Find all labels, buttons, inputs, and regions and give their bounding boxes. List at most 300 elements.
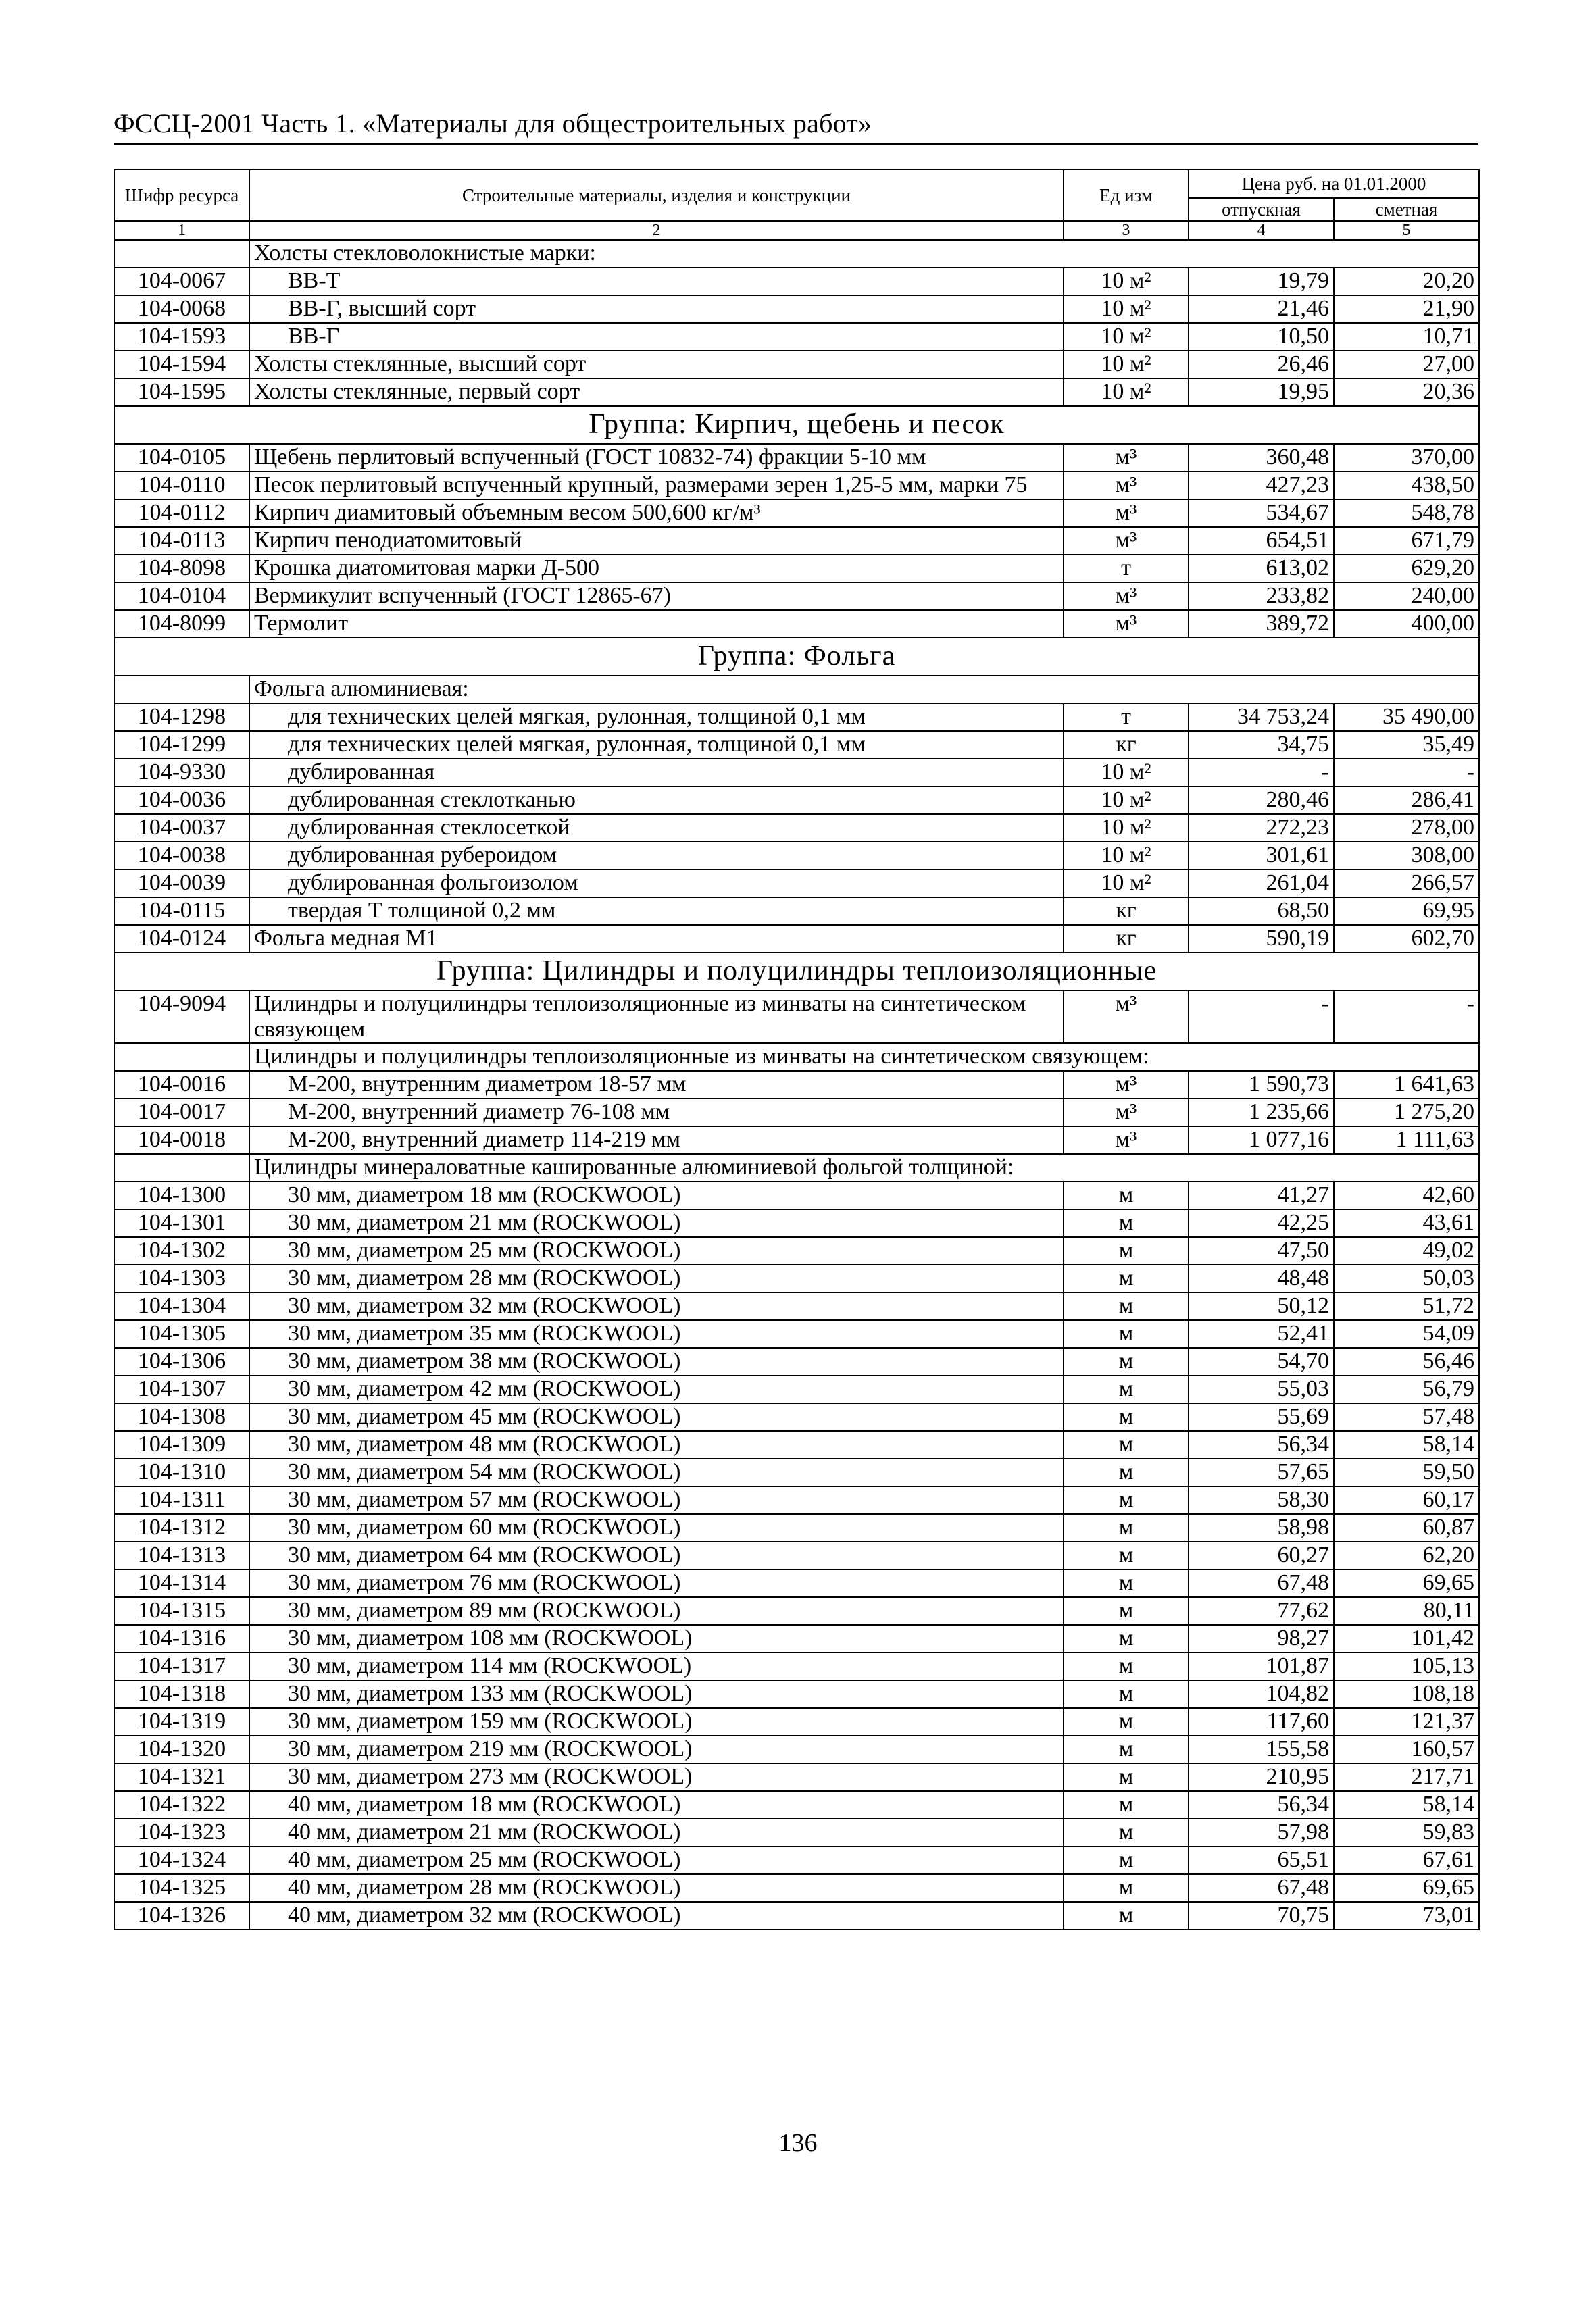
estimate-price: 121,37 [1334,1708,1479,1736]
resource-code: 104-0039 [114,870,249,897]
table-row [114,1514,1479,1542]
resource-code: 104-9094 [114,990,249,1043]
estimate-price: 60,17 [1334,1486,1479,1514]
resource-code: 104-1305 [114,1320,249,1348]
material-name: дублированная стеклосеткой [249,814,1064,842]
release-price: 1 077,16 [1189,1126,1334,1154]
estimate-price: 67,61 [1334,1846,1479,1874]
unit-of-measure: кг [1064,731,1189,759]
subheading-spacer [114,240,249,268]
estimate-price: 20,20 [1334,268,1479,295]
estimate-price: 671,79 [1334,527,1479,555]
release-price: - [1189,990,1334,1043]
resource-code: 104-1308 [114,1403,249,1431]
col-header-name: Строительные материалы, изделия и конструкции [249,170,1064,221]
material-name: твердая Т толщиной 0,2 мм [249,897,1064,925]
table-row [114,1126,1479,1154]
resource-code: 104-1304 [114,1292,249,1320]
estimate-price: 57,48 [1334,1403,1479,1431]
table-row [114,1265,1479,1292]
table-row [114,323,1479,351]
resource-code: 104-1311 [114,1486,249,1514]
unit-of-measure: м [1064,1736,1189,1763]
unit-of-measure: кг [1064,897,1189,925]
estimate-price: 629,20 [1334,555,1479,582]
release-price: 301,61 [1189,842,1334,870]
unit-of-measure: м³ [1064,1099,1189,1126]
unit-of-measure: м [1064,1569,1189,1597]
material-name: Кирпич пенодиатомитовый [249,527,1064,555]
material-name: дублированная [249,759,1064,786]
unit-of-measure: м [1064,1486,1189,1514]
estimate-price: 69,65 [1334,1874,1479,1902]
material-name: 30 мм, диаметром 273 мм (ROCKWOOL) [249,1763,1064,1791]
estimate-price: 278,00 [1334,814,1479,842]
resource-code: 104-1300 [114,1182,249,1209]
release-price: 57,65 [1189,1459,1334,1486]
release-price: 68,50 [1189,897,1334,925]
estimate-price: 108,18 [1334,1680,1479,1708]
unit-of-measure: м [1064,1597,1189,1625]
unit-of-measure: т [1064,555,1189,582]
release-price: 155,58 [1189,1736,1334,1763]
release-price: 21,46 [1189,295,1334,323]
unit-of-measure: м [1064,1431,1189,1459]
release-price: 10,50 [1189,323,1334,351]
release-price: 261,04 [1189,870,1334,897]
resource-code: 104-1325 [114,1874,249,1902]
table-row [114,1874,1479,1902]
resource-code: 104-1593 [114,323,249,351]
estimate-price: 266,57 [1334,870,1479,897]
table-row [114,1569,1479,1597]
material-name: ВВ-Г [249,323,1064,351]
material-name: 30 мм, диаметром 25 мм (ROCKWOOL) [249,1237,1064,1265]
resource-code: 104-1307 [114,1376,249,1403]
material-name: 30 мм, диаметром 219 мм (ROCKWOOL) [249,1736,1064,1763]
column-number: 1 [114,221,249,240]
material-name: 30 мм, диаметром 133 мм (ROCKWOOL) [249,1680,1064,1708]
release-price: 98,27 [1189,1625,1334,1653]
estimate-price: 35 490,00 [1334,703,1479,731]
release-price: 1 235,66 [1189,1099,1334,1126]
unit-of-measure: 10 м² [1064,842,1189,870]
table-row [114,444,1479,472]
subheading-spacer [114,1154,249,1182]
group-heading-row [114,638,1479,676]
release-price: 613,02 [1189,555,1334,582]
unit-of-measure: м³ [1064,990,1189,1043]
release-price: 60,27 [1189,1542,1334,1569]
unit-of-measure: м [1064,1209,1189,1237]
release-price: 34,75 [1189,731,1334,759]
estimate-price: 240,00 [1334,582,1479,610]
material-name: 30 мм, диаметром 18 мм (ROCKWOOL) [249,1182,1064,1209]
unit-of-measure: 10 м² [1064,268,1189,295]
estimate-price: 54,09 [1334,1320,1479,1348]
resource-code: 104-0036 [114,786,249,814]
estimate-price: 27,00 [1334,351,1479,378]
estimate-price: 80,11 [1334,1597,1479,1625]
release-price: 55,69 [1189,1403,1334,1431]
table-row [114,1459,1479,1486]
unit-of-measure: м [1064,1376,1189,1403]
estimate-price: 1 111,63 [1334,1126,1479,1154]
material-name: Термолит [249,610,1064,638]
material-name: для технических целей мягкая, рулонная, толщиной 0,1 мм [249,731,1064,759]
release-price: 534,67 [1189,499,1334,527]
unit-of-measure: м³ [1064,472,1189,499]
unit-of-measure: м³ [1064,610,1189,638]
release-price: 360,48 [1189,444,1334,472]
group-heading-row [114,953,1479,990]
estimate-price: 58,14 [1334,1431,1479,1459]
group-heading-row [114,406,1479,444]
unit-of-measure: м [1064,1182,1189,1209]
estimate-price: 62,20 [1334,1542,1479,1569]
subheading-spacer [114,676,249,703]
release-price: 101,87 [1189,1653,1334,1680]
table-row [114,378,1479,406]
resource-code: 104-0067 [114,268,249,295]
resource-code: 104-1298 [114,703,249,731]
release-price: 77,62 [1189,1597,1334,1625]
col-header-unit: Ед изм [1064,170,1189,221]
release-price: 427,23 [1189,472,1334,499]
subheading-row [114,1154,1479,1182]
estimate-price: 438,50 [1334,472,1479,499]
material-name: 30 мм, диаметром 28 мм (ROCKWOOL) [249,1265,1064,1292]
estimate-price: 51,72 [1334,1292,1479,1320]
resource-code: 104-1595 [114,378,249,406]
release-price: 67,48 [1189,1569,1334,1597]
resource-code: 104-1321 [114,1763,249,1791]
unit-of-measure: м³ [1064,1126,1189,1154]
unit-of-measure: 10 м² [1064,870,1189,897]
release-price: 65,51 [1189,1846,1334,1874]
table-row [114,295,1479,323]
column-number: 2 [249,221,1064,240]
page-header: ФССЦ-2001 Часть 1. «Материалы для общестроительных работ» [114,107,1478,145]
release-price: 654,51 [1189,527,1334,555]
release-price: 42,25 [1189,1209,1334,1237]
subheading-text: Цилиндры и полуцилиндры теплоизоляционные из минваты на синтетическом связующем: [249,1043,1479,1071]
unit-of-measure: м [1064,1708,1189,1736]
table-row [114,1763,1479,1791]
resource-code: 104-0115 [114,897,249,925]
resource-code: 104-9330 [114,759,249,786]
material-name: Вермикулит вспученный (ГОСТ 12865-67) [249,582,1064,610]
estimate-price: 160,57 [1334,1736,1479,1763]
material-name: 30 мм, диаметром 21 мм (ROCKWOOL) [249,1209,1064,1237]
table-row [114,1348,1479,1376]
material-name: для технических целей мягкая, рулонная, толщиной 0,1 мм [249,703,1064,731]
estimate-price: 35,49 [1334,731,1479,759]
unit-of-measure: м [1064,1846,1189,1874]
resource-code: 104-1312 [114,1514,249,1542]
resource-code: 104-1303 [114,1265,249,1292]
unit-of-measure: м³ [1064,1071,1189,1099]
table-row [114,1791,1479,1819]
resource-code: 104-1316 [114,1625,249,1653]
table-row [114,1237,1479,1265]
resource-code: 104-0113 [114,527,249,555]
table-row [114,731,1479,759]
table-row [114,351,1479,378]
unit-of-measure: м [1064,1292,1189,1320]
unit-of-measure: т [1064,703,1189,731]
estimate-price: 217,71 [1334,1763,1479,1791]
material-name: Песок перлитовый вспученный крупный, размерами зерен 1,25-5 мм, марки 75 [249,472,1064,499]
unit-of-measure: м³ [1064,499,1189,527]
unit-of-measure: 10 м² [1064,323,1189,351]
table-row [114,527,1479,555]
unit-of-measure: м [1064,1542,1189,1569]
release-price: 67,48 [1189,1874,1334,1902]
materials-price-table [114,169,1480,1930]
table-row [114,1182,1479,1209]
release-price: 272,23 [1189,814,1334,842]
material-name: 30 мм, диаметром 38 мм (ROCKWOOL) [249,1348,1064,1376]
release-price: - [1189,759,1334,786]
estimate-price: 20,36 [1334,378,1479,406]
resource-code: 104-1302 [114,1237,249,1265]
material-name: ВВ-Т [249,268,1064,295]
subheading-text: Цилиндры минераловатные кашированные алюминиевой фольгой толщиной: [249,1154,1479,1182]
material-name: 30 мм, диаметром 42 мм (ROCKWOOL) [249,1376,1064,1403]
resource-code: 104-1323 [114,1819,249,1846]
estimate-price: 21,90 [1334,295,1479,323]
resource-code: 104-1306 [114,1348,249,1376]
resource-code: 104-1322 [114,1791,249,1819]
material-name: дублированная фольгоизолом [249,870,1064,897]
table-row [114,472,1479,499]
table-row [114,268,1479,295]
unit-of-measure: м [1064,1874,1189,1902]
material-name: 30 мм, диаметром 159 мм (ROCKWOOL) [249,1708,1064,1736]
column-numbers-row [114,221,1479,240]
estimate-price: 370,00 [1334,444,1479,472]
unit-of-measure: кг [1064,925,1189,953]
table-row [114,582,1479,610]
release-price: 50,12 [1189,1292,1334,1320]
material-name: Кирпич диамитовый объемным весом 500,600 кг/м³ [249,499,1064,527]
estimate-price: 1 641,63 [1334,1071,1479,1099]
table-row [114,870,1479,897]
col-header-estimate-price: сметная [1334,198,1479,221]
material-name: 30 мм, диаметром 48 мм (ROCKWOOL) [249,1431,1064,1459]
unit-of-measure: 10 м² [1064,759,1189,786]
release-price: 58,30 [1189,1486,1334,1514]
unit-of-measure: м [1064,1763,1189,1791]
table-row [114,814,1479,842]
estimate-price: 1 275,20 [1334,1099,1479,1126]
unit-of-measure: м³ [1064,527,1189,555]
estimate-price: 308,00 [1334,842,1479,870]
page-number: 136 [778,2129,818,2157]
subheading-text: Фольга алюминиевая: [249,676,1479,703]
table-row [114,1403,1479,1431]
estimate-price: 286,41 [1334,786,1479,814]
resource-code: 104-0124 [114,925,249,953]
release-price: 57,98 [1189,1819,1334,1846]
resource-code: 104-1594 [114,351,249,378]
table-header [114,170,1479,240]
resource-code: 104-0017 [114,1099,249,1126]
table-row [114,499,1479,527]
material-name: 30 мм, диаметром 45 мм (ROCKWOOL) [249,1403,1064,1431]
material-name: Фольга медная М1 [249,925,1064,953]
resource-code: 104-8098 [114,555,249,582]
col-header-release-price: отпускная [1189,198,1334,221]
table-body [114,240,1479,1930]
resource-code: 104-0104 [114,582,249,610]
resource-code: 104-0038 [114,842,249,870]
table-row [114,1376,1479,1403]
table-row [114,1320,1479,1348]
material-name: Цилиндры и полуцилиндры теплоизоляционные из минваты на синтетическом связующем [249,990,1064,1043]
resource-code: 104-0016 [114,1071,249,1099]
table-row [114,1846,1479,1874]
unit-of-measure: м [1064,1348,1189,1376]
release-price: 55,03 [1189,1376,1334,1403]
material-name: 30 мм, диаметром 54 мм (ROCKWOOL) [249,1459,1064,1486]
material-name: дублированная рубероидом [249,842,1064,870]
table-row [114,925,1479,953]
release-price: 210,95 [1189,1763,1334,1791]
material-name: 40 мм, диаметром 28 мм (ROCKWOOL) [249,1874,1064,1902]
resource-code: 104-1313 [114,1542,249,1569]
release-price: 104,82 [1189,1680,1334,1708]
material-name: 40 мм, диаметром 21 мм (ROCKWOOL) [249,1819,1064,1846]
resource-code: 104-8099 [114,610,249,638]
table-row [114,1902,1479,1930]
release-price: 70,75 [1189,1902,1334,1930]
release-price: 19,79 [1189,268,1334,295]
resource-code: 104-1324 [114,1846,249,1874]
unit-of-measure: м [1064,1819,1189,1846]
release-price: 280,46 [1189,786,1334,814]
material-name: Холсты стеклянные, высший сорт [249,351,1064,378]
resource-code: 104-0018 [114,1126,249,1154]
subheading-text: Холсты стекловолокнистые марки: [249,240,1479,268]
table-row [114,1819,1479,1846]
table-row [114,759,1479,786]
unit-of-measure: м [1064,1320,1189,1348]
subheading-row [114,1043,1479,1071]
resource-code: 104-0110 [114,472,249,499]
material-name: 30 мм, диаметром 89 мм (ROCKWOOL) [249,1597,1064,1625]
unit-of-measure: 10 м² [1064,378,1189,406]
col-header-code: Шифр ресурса [114,170,249,221]
subheading-row [114,676,1479,703]
table-row [114,1542,1479,1569]
unit-of-measure: м³ [1064,444,1189,472]
column-number: 4 [1189,221,1334,240]
table-row [114,1071,1479,1099]
estimate-price: - [1334,990,1479,1043]
release-price: 48,48 [1189,1265,1334,1292]
material-name: 30 мм, диаметром 76 мм (ROCKWOOL) [249,1569,1064,1597]
table-row [114,1736,1479,1763]
estimate-price: 10,71 [1334,323,1479,351]
unit-of-measure: 10 м² [1064,786,1189,814]
release-price: 233,82 [1189,582,1334,610]
estimate-price: 43,61 [1334,1209,1479,1237]
table-row [114,842,1479,870]
estimate-price: 56,79 [1334,1376,1479,1403]
resource-code: 104-1315 [114,1597,249,1625]
resource-code: 104-1319 [114,1708,249,1736]
unit-of-measure: м [1064,1514,1189,1542]
estimate-price: 60,87 [1334,1514,1479,1542]
column-number: 5 [1334,221,1479,240]
subheading-row [114,240,1479,268]
material-name: 30 мм, диаметром 57 мм (ROCKWOOL) [249,1486,1064,1514]
material-name: Крошка диатомитовая марки Д-500 [249,555,1064,582]
table-row [114,1431,1479,1459]
resource-code: 104-1318 [114,1680,249,1708]
material-name: дублированная стеклотканью [249,786,1064,814]
estimate-price: 49,02 [1334,1237,1479,1265]
unit-of-measure: м [1064,1237,1189,1265]
unit-of-measure: 10 м² [1064,295,1189,323]
release-price: 1 590,73 [1189,1071,1334,1099]
release-price: 19,95 [1189,378,1334,406]
unit-of-measure: 10 м² [1064,351,1189,378]
unit-of-measure: 10 м² [1064,814,1189,842]
estimate-price: 69,65 [1334,1569,1479,1597]
resource-code: 104-1309 [114,1431,249,1459]
material-name: М-200, внутренний диаметр 76-108 мм [249,1099,1064,1126]
material-name: 40 мм, диаметром 18 мм (ROCKWOOL) [249,1791,1064,1819]
estimate-price: 59,83 [1334,1819,1479,1846]
table-row [114,990,1479,1043]
unit-of-measure: м [1064,1459,1189,1486]
table-row [114,1653,1479,1680]
table-row [114,610,1479,638]
table-row [114,555,1479,582]
material-name: 40 мм, диаметром 25 мм (ROCKWOOL) [249,1846,1064,1874]
estimate-price: 101,42 [1334,1625,1479,1653]
material-name: Щебень перлитовый вспученный (ГОСТ 10832-74) фракции 5-10 мм [249,444,1064,472]
unit-of-measure: м [1064,1625,1189,1653]
estimate-price: 50,03 [1334,1265,1479,1292]
material-name: Холсты стеклянные, первый сорт [249,378,1064,406]
column-number: 3 [1064,221,1189,240]
estimate-price: - [1334,759,1479,786]
estimate-price: 69,95 [1334,897,1479,925]
table-row [114,897,1479,925]
release-price: 54,70 [1189,1348,1334,1376]
resource-code: 104-1320 [114,1736,249,1763]
table-row [114,1625,1479,1653]
material-name: 30 мм, диаметром 32 мм (ROCKWOOL) [249,1292,1064,1320]
estimate-price: 58,14 [1334,1791,1479,1819]
resource-code: 104-0037 [114,814,249,842]
release-price: 26,46 [1189,351,1334,378]
unit-of-measure: м [1064,1265,1189,1292]
resource-code: 104-1301 [114,1209,249,1237]
material-name: М-200, внутренний диаметр 114-219 мм [249,1126,1064,1154]
table-row [114,786,1479,814]
resource-code: 104-0068 [114,295,249,323]
unit-of-measure: м [1064,1403,1189,1431]
release-price: 41,27 [1189,1182,1334,1209]
release-price: 56,34 [1189,1431,1334,1459]
col-header-price: Цена руб. на 01.01.2000 [1189,170,1479,198]
table-row [114,1099,1479,1126]
